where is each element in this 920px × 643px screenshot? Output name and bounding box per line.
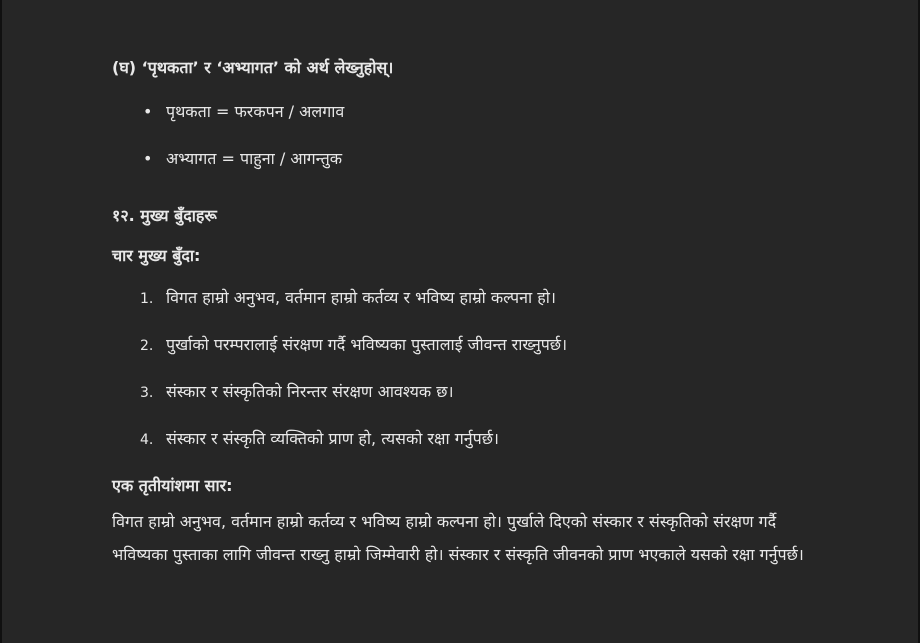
answer-bullet-list xyxy=(112,101,802,195)
main-point-text: विगत हाम्रो अनुभव, वर्तमान हाम्रो कर्तव्य र भविष्य हाम्रो कल्पना हो। xyxy=(166,288,556,307)
list-number: 3. xyxy=(140,385,154,401)
main-point-text: संस्कार र संस्कृति व्यक्तिको प्राण हो, त्यसको रक्षा गर्नुपर्छ। xyxy=(166,429,499,448)
main-points-list xyxy=(112,287,802,475)
summary-heading: एक तृतीयांशमा सार: xyxy=(112,476,233,495)
question-heading: (घ) ‘पृथकता’ र ‘अभ्यागत’ को अर्थ लेख्नुहोस्। xyxy=(112,58,394,77)
summary-paragraph: विगत हाम्रो अनुभव, वर्तमान हाम्रो कर्तव्य र भविष्य हाम्रो कल्पना हो। पुर्खाले दिएको संस्कार र संस्कृतिको संरक्षण गर्दै भविष्यका पुस्ताका लागि जीवन्त राख्नु हाम्रो जिम्मेवारी हो। संस्कार र संस्कृति जीवनको प्राण भएकाले यसको रक्षा गर्नुपर्छ। xyxy=(112,512,804,564)
section-subheading: चार मुख्य बुँदा: xyxy=(112,246,201,265)
main-point-item xyxy=(112,287,802,334)
document-content xyxy=(112,57,802,571)
list-number: 2. xyxy=(140,338,154,354)
main-point-text: संस्कार र संस्कृतिको निरन्तर संरक्षण आवश्यक छ। xyxy=(166,382,454,401)
main-point-item xyxy=(112,428,802,475)
answer-bullet-item xyxy=(112,101,802,148)
main-point-item xyxy=(112,381,802,428)
list-number: 1. xyxy=(140,291,154,307)
section-heading: १२. मुख्य बुँदाहरू xyxy=(112,206,217,225)
bullet-text: अभ्यागत = पाहुना / आगन्तुक xyxy=(166,149,343,168)
bullet-text: पृथकता = फरकपन / अलगाव xyxy=(166,102,345,121)
main-point-item xyxy=(112,334,802,381)
bullet-icon: • xyxy=(143,149,153,168)
list-number: 4. xyxy=(140,432,154,448)
main-point-text: पुर्खाको परम्परालाई संरक्षण गर्दै भविष्यका पुस्तालाई जीवन्त राख्नुपर्छ। xyxy=(166,335,568,354)
answer-bullet-item xyxy=(112,148,802,195)
bullet-icon: • xyxy=(143,102,153,121)
